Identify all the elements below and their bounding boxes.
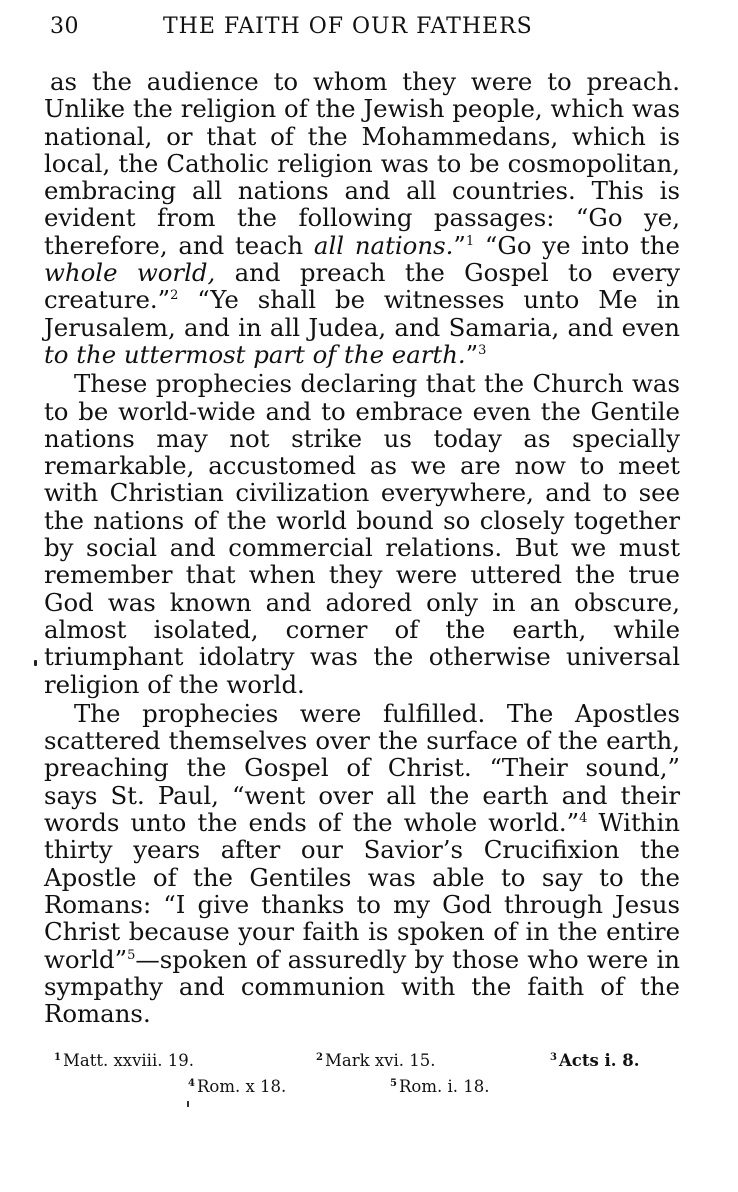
footnote-mark: 5	[390, 1078, 397, 1089]
paragraph-2	[44, 370, 680, 698]
footnote-row	[54, 1045, 674, 1071]
footnote-ref-3: 3	[478, 342, 487, 358]
margin-mark	[34, 660, 37, 666]
stray-ink-mark	[187, 1101, 189, 1107]
italic-phrase: whole world,	[44, 258, 216, 288]
footnote-row	[54, 1071, 674, 1097]
running-title: THE FAITH OF OUR FATHERS	[163, 14, 533, 39]
footnote-text: Matt. xxviii. 19.	[62, 1051, 194, 1070]
footnote-ref-2: 2	[170, 288, 179, 304]
text-segment: ”	[453, 230, 466, 260]
footnote-text: Rom. i. 18.	[398, 1077, 490, 1096]
page-number: 30	[50, 14, 79, 39]
text-segment: “Ye shall be witnesses unto Me in Jerusalem, and in all Judea, and Samaria, and even	[44, 285, 680, 342]
text-segment: and preach the Gospel to every creature.”	[44, 258, 680, 315]
body-text	[44, 68, 680, 1027]
footnote-ref-4: 4	[579, 811, 588, 827]
footnotes	[54, 1045, 674, 1097]
footnote-1	[54, 1045, 194, 1074]
text-segment: —spoken of assuredly by those who were in sympathy and communion with the faith of the Romans.	[44, 944, 680, 1029]
footnote-mark: 3	[550, 1052, 557, 1063]
text-segment: The prophecies were fulfilled. The Apostles scattered themselves over the surface of the earth, preaching the Gospel of Christ. “Their sound,” says St. Paul, “went over all the earth and their words unto the ends of the whole world.”	[44, 698, 680, 838]
footnote-mark: 4	[188, 1078, 195, 1089]
italic-phrase: to the uttermost part of the earth.	[44, 339, 466, 369]
text-segment: “Go ye into the	[474, 230, 680, 260]
page-header	[50, 14, 680, 44]
footnote-4	[188, 1071, 286, 1100]
text-segment: These prophecies declaring that the Church was to be world-wide and to embrace even the Gentile nations may not strike us today as specially remarkable, accustomed as we are now to meet with Christian civilization everywhere, and to see the nations of the world bound so closely together by social and commercial relations. But we must remember that when they were uttered the true God was known and adored only in an obscure, almost isolated, corner of the earth, while triumphant idolatry was the otherwise universal religion of the world.	[44, 369, 680, 699]
footnote-ref-5: 5	[127, 947, 136, 963]
footnote-5	[390, 1071, 489, 1100]
footnote-ref-1: 1	[465, 233, 475, 249]
paragraph-1	[44, 68, 680, 368]
footnote-2	[316, 1045, 435, 1074]
paragraph-3	[44, 700, 680, 1028]
text-segment: as the audience to whom they were to preach. Unlike the religion of the Jewish people, which was national, or that of the Mohammedans, which is local, the Catholic religion was to be cosmopolitan, embracing all nations and all countries. This is evident from the following passages: “Go ye, therefore, and teach	[44, 67, 680, 260]
footnote-3	[550, 1045, 639, 1074]
footnote-mark: 2	[316, 1052, 323, 1063]
italic-phrase: all nations.	[313, 230, 454, 260]
footnote-mark: 1	[54, 1052, 61, 1063]
text-segment: Within thirty years after our Savior’s Crucifixion the Apostle of the Gentiles was able to say to the Romans: “I give thanks to my God through Jesus Christ because your faith is spoken of in the entire world”	[44, 808, 680, 974]
footnote-text: Rom. x 18.	[196, 1077, 287, 1096]
footnote-text: Acts i. 8.	[558, 1051, 640, 1070]
footnote-text: Mark xvi. 15.	[324, 1051, 436, 1070]
text-segment: ”	[465, 339, 479, 369]
